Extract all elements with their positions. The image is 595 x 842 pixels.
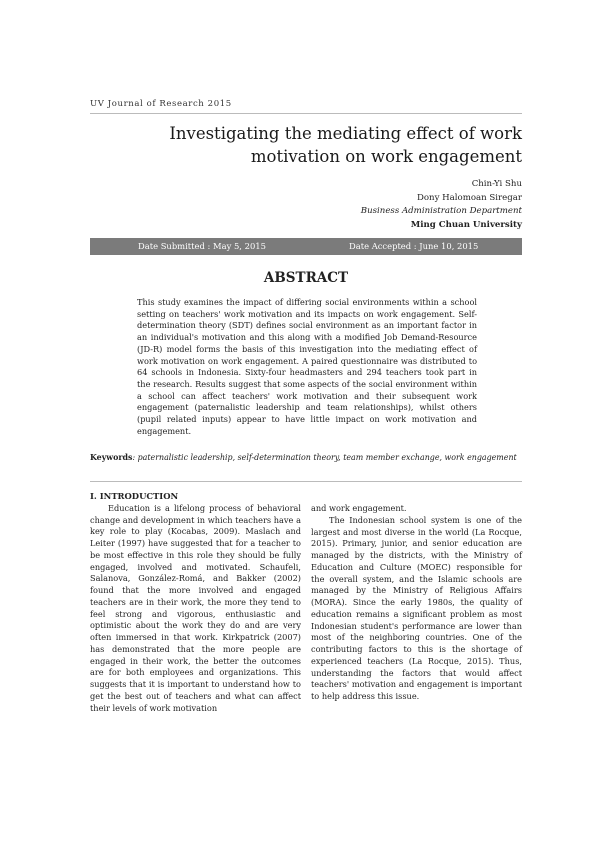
date-bar	[90, 238, 522, 255]
title-line-1: Investigating the mediating effect of work	[169, 124, 522, 143]
left-column	[90, 491, 301, 714]
author-name: Chin-Yi Shu	[471, 179, 522, 189]
section-rule	[90, 481, 522, 482]
abstract-text: This study examines the impact of differing social environments within a school setting on teachers' work motivation and its impacts on work engagement. Self-determination theory (SDT) defines social environment as an important factor in an individual's motivation and this along with a modified Job Demand-Resource (JD-R) model forms the basis of this investigation into the mediating effect of work motivation on work engagement. A paired questionnaire was distributed to 64 schools in Indonesia. Sixty-four headmasters and 294 teachers took part in the research. Results suggest that some aspects of the social environment within a school can affect teachers' work motivation and their subsequent work engagement (paternalistic leadership and team relationships), whilst others (pupil related inputs) appear to have little impact on work motivation and engagement.	[137, 297, 477, 436]
keywords	[90, 452, 530, 464]
right-column	[311, 503, 522, 703]
body-paragraph: Education is a lifelong process of behavioral change and development in which teachers have a key role to play (Kocabas, 2009). Maslach and Leiter (1997) have suggested that for a teacher to be most effective in this role they should be fully engaged, involved and motivated. Schaufeli, Salanova, González-Romá, and Bakker (2002) found that the more involved and engaged teachers are in their work, the more they tend to feel strong and vigorous, enthusiastic and optimistic about the work they do and are very often immersed in that work. Kirkpatrick (2007) has demonstrated that the more people are engaged in their work, the better the outcomes are for both employees and organizations. This suggests that it is important to understand how to get the best out of teachers and what can affect their levels of work motivation	[90, 502, 301, 713]
title-line-2: motivation on work engagement	[250, 147, 522, 166]
author-university: Ming Chuan University	[410, 220, 522, 231]
paper-title	[150, 122, 522, 168]
keywords-label: Keywords	[90, 453, 133, 462]
keywords-value: : paternalistic leadership, self-determination theory, team member exchange, work engagement	[132, 453, 517, 462]
author-block	[300, 178, 522, 233]
section-heading: I. INTRODUCTION	[90, 491, 179, 501]
abstract-heading: ABSTRACT	[263, 270, 349, 286]
header-rule	[90, 113, 522, 114]
body-paragraph: The Indonesian school system is one of the largest and most diverse in the world (La Rocque, 2015). Primary, junior, and senior education are managed by the districts, with the Ministry of Education and Culture (MOEC) responsible for the overall system, and the Islamic schools are managed by the Ministry of Religious Affairs (MORA). Since the early 1980s, the quality of education remains a significant problem as most Indonesian student's performance are lower than most of the neighboring countries. One of the contributing factors to this is the shortage of experienced teachers (La Rocque, 2015). Thus, understanding the factors that would affect teachers' motivation and engagement is important to help address this issue.	[311, 514, 522, 701]
date-accepted: Date Accepted : June 10, 2015	[349, 241, 479, 251]
author-name: Dony Halomoan Siregar	[416, 192, 522, 203]
journal-name: UV Journal of Research 2015	[90, 99, 232, 109]
body-paragraph: and work engagement.	[311, 503, 407, 513]
date-submitted: Date Submitted : May 5, 2015	[138, 241, 266, 251]
author-department: Business Administration Department	[360, 206, 522, 217]
